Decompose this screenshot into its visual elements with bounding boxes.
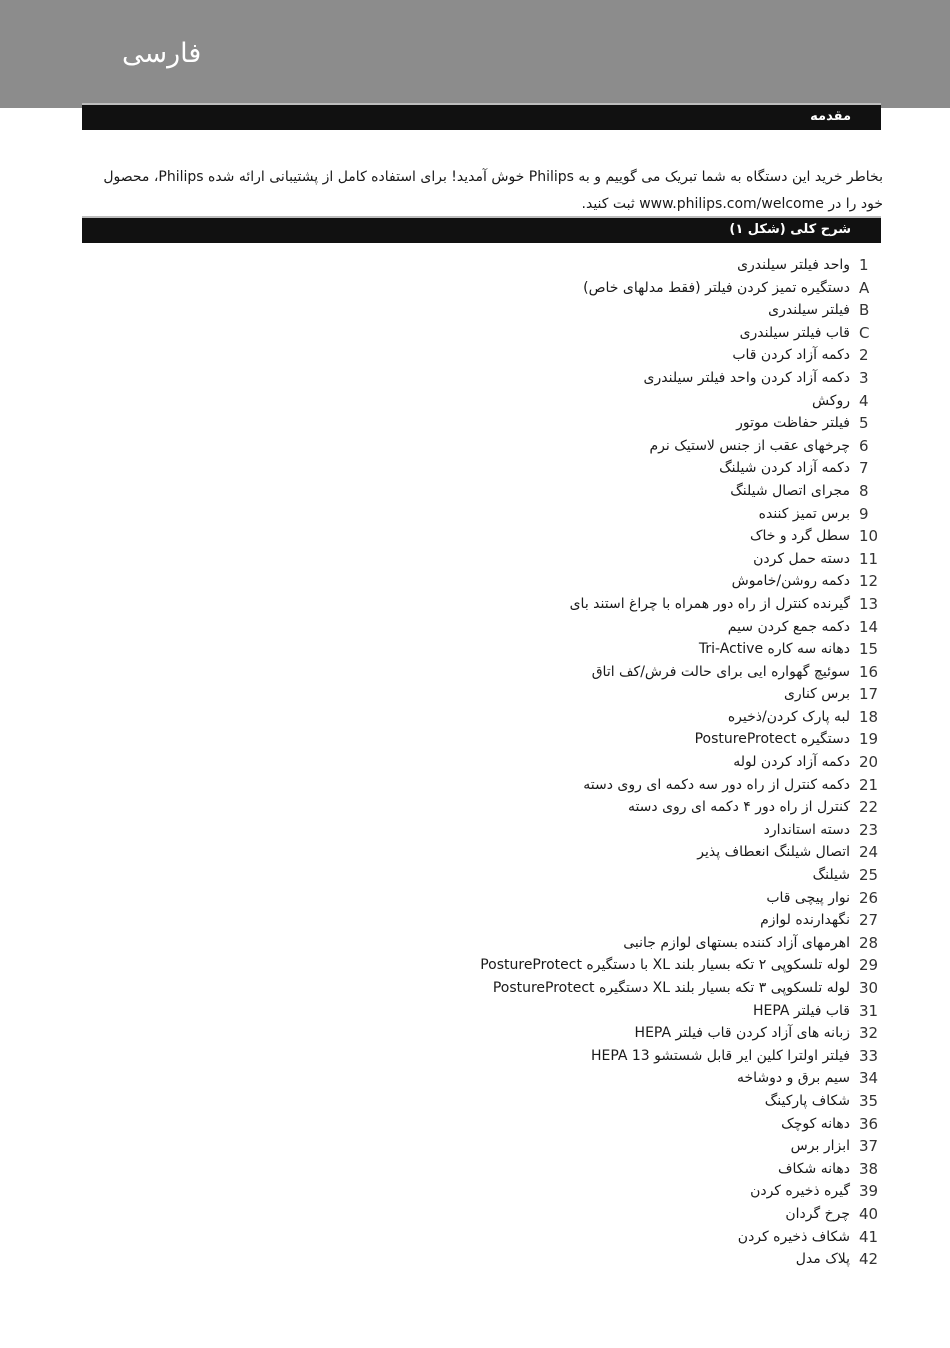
- list-item: [200, 344, 883, 367]
- list-item: [200, 367, 883, 390]
- list-item: [200, 1248, 883, 1271]
- overview-heading-text: شرح کلی (شکل ۱): [729, 222, 851, 237]
- part-number: 3: [859, 368, 869, 387]
- part-label: سیم برق و دوشاخه: [736, 1070, 850, 1087]
- part-label: لبه پارک کردن/ذخیره: [727, 708, 850, 725]
- part-label: روکش: [811, 392, 850, 409]
- part-label: شکاف پارکینگ: [764, 1092, 850, 1109]
- part-number: 9: [859, 504, 869, 523]
- part-number: 26: [859, 888, 879, 907]
- part-label: پلاک مدل: [795, 1251, 850, 1268]
- list-item: [200, 1000, 883, 1023]
- part-number: 29: [859, 956, 879, 975]
- part-number: 15: [859, 640, 879, 659]
- part-number: 36: [859, 1114, 879, 1133]
- part-label: زبانه های آزاد کردن قاب فیلتر HEPA: [634, 1025, 850, 1042]
- part-label: لوله تلسکوپی ۳ تکه بسیار بلند XL دستگیره PostureProtect: [492, 980, 850, 996]
- list-item: [200, 1113, 883, 1136]
- part-label: فیلتر حفاظت موتور: [736, 415, 850, 432]
- list-item: [200, 525, 883, 548]
- part-label: دستگیره تمیز کردن فیلتر (فقط مدلهای خاص): [583, 279, 850, 296]
- part-number: 7: [859, 459, 869, 478]
- part-label: نگهدارنده لوازم: [760, 912, 850, 929]
- part-label: دهانه کوچک: [781, 1115, 850, 1132]
- list-item: [200, 977, 883, 1000]
- intro-section-heading: [82, 103, 881, 130]
- part-label: لوله تلسکوپی ۲ تکه بسیار بلند XL با دستگیره PostureProtect: [480, 957, 850, 974]
- list-item: [200, 616, 883, 639]
- part-number: 12: [859, 572, 879, 591]
- list-item: [200, 1067, 883, 1090]
- part-number: 4: [859, 391, 869, 410]
- part-number: 22: [859, 798, 879, 817]
- part-label: برس تمیز کننده: [758, 505, 850, 522]
- part-label: شکاف ذخیره کردن: [737, 1228, 850, 1245]
- parts-list: [200, 254, 883, 1271]
- list-item: [200, 1135, 883, 1158]
- part-number: 25: [859, 866, 879, 885]
- part-label: قاب فیلتر HEPA: [752, 1002, 850, 1019]
- list-item: [200, 954, 883, 977]
- list-item: [200, 1203, 883, 1226]
- part-number: 38: [859, 1159, 879, 1178]
- part-label: نوار پیچی قاب: [766, 889, 850, 906]
- part-number: 24: [859, 843, 879, 862]
- list-item: [200, 593, 883, 616]
- part-number: 21: [859, 775, 879, 794]
- list-item: [200, 909, 883, 932]
- part-label: دسته استاندارد: [763, 821, 850, 838]
- part-label: اتصال شیلنگ انعطاف پذیر: [697, 844, 850, 861]
- part-number: 10: [859, 527, 879, 546]
- part-label: چرخ گردان: [785, 1205, 850, 1222]
- list-item: [200, 570, 883, 593]
- part-number: 6: [859, 436, 869, 455]
- list-item: [200, 932, 883, 955]
- part-number: 19: [859, 730, 879, 749]
- list-item: [200, 728, 883, 751]
- part-number: 35: [859, 1091, 879, 1110]
- part-label: سوئیچ گهواره ایی برای حالت فرش/کف اتاق: [591, 663, 850, 680]
- part-number: 17: [859, 685, 879, 704]
- part-number: A: [859, 278, 870, 297]
- part-label: سطل گرد و خاک: [749, 528, 850, 545]
- list-item: [200, 322, 883, 345]
- part-number: 13: [859, 594, 879, 613]
- part-number: 23: [859, 820, 879, 839]
- part-label: فیلتر سیلندری: [768, 302, 850, 319]
- part-number: 20: [859, 753, 879, 772]
- part-number: C: [859, 323, 870, 342]
- list-item: [200, 1022, 883, 1045]
- list-item: [200, 841, 883, 864]
- part-number: 18: [859, 707, 879, 726]
- part-number: 33: [859, 1046, 879, 1065]
- part-number: 16: [859, 662, 879, 681]
- header-band: [0, 0, 950, 108]
- language-title: فارسی: [122, 38, 202, 69]
- part-label: دکمه آزاد کردن شیلنگ: [719, 460, 850, 477]
- part-label: کنترل از راه دور ۴ دکمه ای روی دسته: [627, 799, 850, 816]
- list-item: [200, 480, 883, 503]
- part-number: 31: [859, 1001, 879, 1020]
- list-item: [200, 661, 883, 684]
- part-label: گیره ذخیره کردن: [750, 1183, 850, 1200]
- list-item: [200, 1090, 883, 1113]
- part-label: اهرمهای آزاد کننده بستهای لوازم جانبی: [623, 934, 850, 951]
- list-item: [200, 774, 883, 797]
- part-number: 39: [859, 1182, 879, 1201]
- part-number: 40: [859, 1204, 879, 1223]
- part-label: واحد فیلتر سیلندری: [737, 257, 850, 273]
- part-label: دهانه شکاف: [778, 1160, 850, 1177]
- list-item: [200, 706, 883, 729]
- part-label: فیلتر اولترا کلین ایر قابل شستشو HEPA 13: [590, 1047, 850, 1064]
- list-item: [200, 1180, 883, 1203]
- part-label: گیرنده کنترل از راه دور همراه با چراغ استند بای: [569, 595, 850, 612]
- part-label: دکمه آزاد کردن قاب: [732, 347, 850, 364]
- list-item: [200, 683, 883, 706]
- list-item: [200, 1045, 883, 1068]
- part-number: 2: [859, 346, 869, 365]
- list-item: [200, 751, 883, 774]
- part-number: 32: [859, 1024, 879, 1043]
- list-item: [200, 1158, 883, 1181]
- list-item: [200, 412, 883, 435]
- part-label: دکمه آزاد کردن لوله: [733, 754, 850, 771]
- list-item: [200, 435, 883, 458]
- list-item: [200, 254, 883, 277]
- list-item: [200, 864, 883, 887]
- part-number: 30: [859, 979, 879, 997]
- list-item: [200, 548, 883, 571]
- part-number: 37: [859, 1137, 879, 1156]
- intro-paragraph: بخاطر خرید این دستگاه به شما تبریک می گوییم و به Philips خوش آمدید! برای استفاده کامل از پشتیبانی ارائه شده Philips، محصول خود را در www.philips.com/welcome ثبت کنید.: [103, 169, 883, 212]
- part-label: دهانه سه کاره Tri-Active: [698, 641, 850, 658]
- list-item: [200, 796, 883, 819]
- part-number: 27: [859, 911, 879, 930]
- list-item: [200, 1226, 883, 1249]
- part-label: دستگیره PostureProtect: [694, 731, 850, 748]
- list-item: [200, 819, 883, 842]
- list-item: [200, 299, 883, 322]
- part-label: دکمه آزاد کردن واحد فیلتر سیلندری: [643, 369, 850, 386]
- part-label: مجرای اتصال شیلنگ: [730, 482, 850, 499]
- part-label: دکمه کنترل از راه دور سه دکمه ای روی دسته: [583, 776, 850, 793]
- list-item: [200, 390, 883, 413]
- part-label: شیلنگ: [812, 867, 850, 884]
- part-number: 5: [859, 414, 869, 433]
- part-number: 11: [859, 549, 879, 568]
- list-item: [200, 277, 883, 300]
- part-number: B: [859, 301, 870, 320]
- part-number: 14: [859, 617, 879, 636]
- part-number: 42: [859, 1250, 879, 1269]
- list-item: [200, 638, 883, 661]
- part-number: 8: [859, 481, 869, 500]
- part-label: چرخهای عقب از جنس لاستیک نرم: [649, 437, 850, 454]
- intro-heading-text: مقدمه: [810, 109, 851, 124]
- part-label: دسته حمل کردن: [753, 550, 850, 567]
- list-item: [200, 503, 883, 526]
- part-number: 28: [859, 933, 879, 952]
- part-number: 41: [859, 1227, 879, 1246]
- part-label: دکمه روشن/خاموش: [731, 573, 850, 590]
- list-item: [200, 887, 883, 910]
- list-item: [200, 457, 883, 480]
- overview-section-heading: [82, 216, 881, 243]
- part-label: دکمه جمع کردن سیم: [727, 618, 850, 635]
- part-label: ابزار برس: [790, 1138, 850, 1155]
- part-label: قاب فیلتر سیلندری: [739, 324, 850, 341]
- part-number: 1: [859, 256, 869, 274]
- part-number: 34: [859, 1069, 879, 1088]
- part-label: برس کناری: [783, 686, 850, 703]
